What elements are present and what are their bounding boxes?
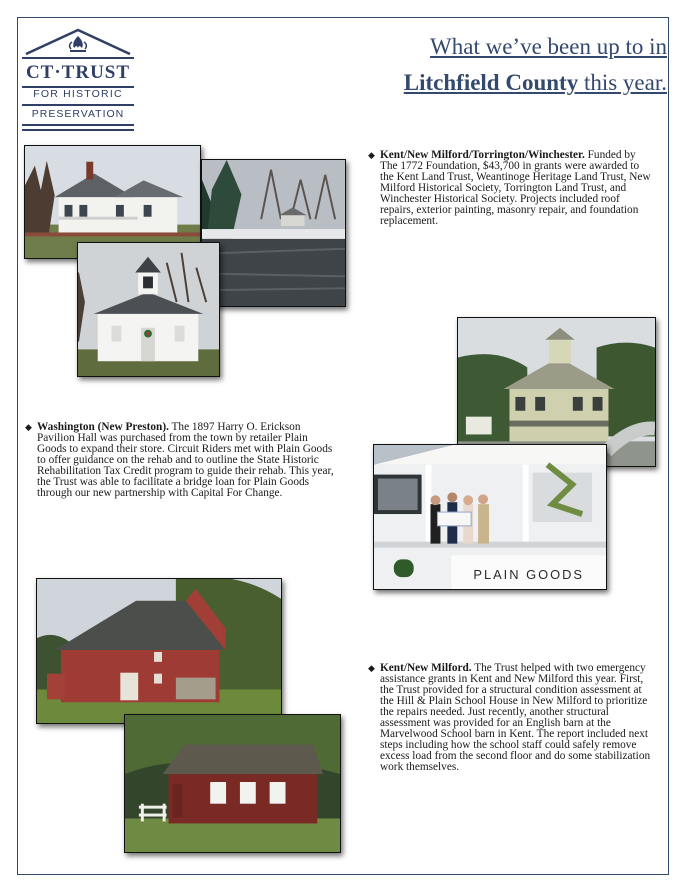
photo-winter-pond	[201, 159, 346, 307]
photo-plain-goods-check	[373, 444, 607, 590]
entry-body: The 1897 Harry O. Erickson Pavilion Hall was purchased from the town by retailer Plain Goods to expand their store. Circuit Riders met with Plain Goods to offer guidance on the rehab and to outline the State Historic Rehabilitation Tax Credit program to guide their rehab. This year, the Trust was able to facilitate a bridge loan for Plain Goods through our new partnership with Capital For Change.	[37, 421, 334, 499]
title-county: Litchfield County	[403, 70, 579, 95]
bullet-icon: ◆	[368, 663, 375, 673]
logo-rule	[22, 104, 134, 106]
entry-body: Funded by The 1772 Foundation, $43,700 in grants were awarded to the Kent Land Trust, Weantinoge Heritage Land Trust, New Milford Historical Society, Torrington Land Trust, and Winchester Historical Society. Projects included roof repairs, exterior painting, masonry repair, and foundation replacement.	[380, 149, 651, 227]
bullet-icon: ◆	[25, 422, 32, 432]
title-line-1: What we’ve been up to in	[430, 34, 667, 59]
entry-washington	[25, 421, 339, 499]
entry-heading: Kent/New Milford.	[380, 662, 472, 674]
logo-subtitle-2: PRESERVATION	[31, 108, 125, 120]
entry-heading: Washington (New Preston).	[37, 421, 169, 433]
entry-kent-new-milford	[368, 662, 655, 773]
photo-red-schoolhouse	[124, 714, 341, 853]
logo-rule	[22, 124, 134, 126]
ct-trust-logo[interactable]	[22, 26, 138, 136]
title-rest: this year.	[578, 70, 667, 95]
entry-kent-torrington	[368, 149, 652, 227]
entry-body: The Trust helped with two emergency assistance grants in Kent and New Milford this year. First, the Trust provided for a structural condition assessment at the Hill & Plain School House in New Milford to prioritize the repairs needed. Just recently, another structural assessment was provided for an English barn at the Marvelwood School barn in Kent. The report included next steps including how the school staff could safely remove excess load from the second floor and do some stabilization work themselves.	[380, 662, 651, 773]
photo-red-barn	[36, 578, 282, 724]
logo-subtitle-1: FOR HISTORIC	[33, 88, 123, 100]
entry-heading: Kent/New Milford/Torrington/Winchester.	[380, 149, 585, 161]
title-line-2	[404, 66, 667, 100]
logo-roof-icon	[22, 26, 134, 62]
logo-title: CT·TRUST	[25, 62, 131, 83]
page-title	[404, 30, 667, 100]
store-sign-text: PLAIN GOODS	[473, 567, 584, 583]
logo-rule	[22, 129, 134, 131]
bullet-icon: ◆	[368, 150, 375, 160]
photo-white-schoolhouse	[77, 242, 220, 377]
